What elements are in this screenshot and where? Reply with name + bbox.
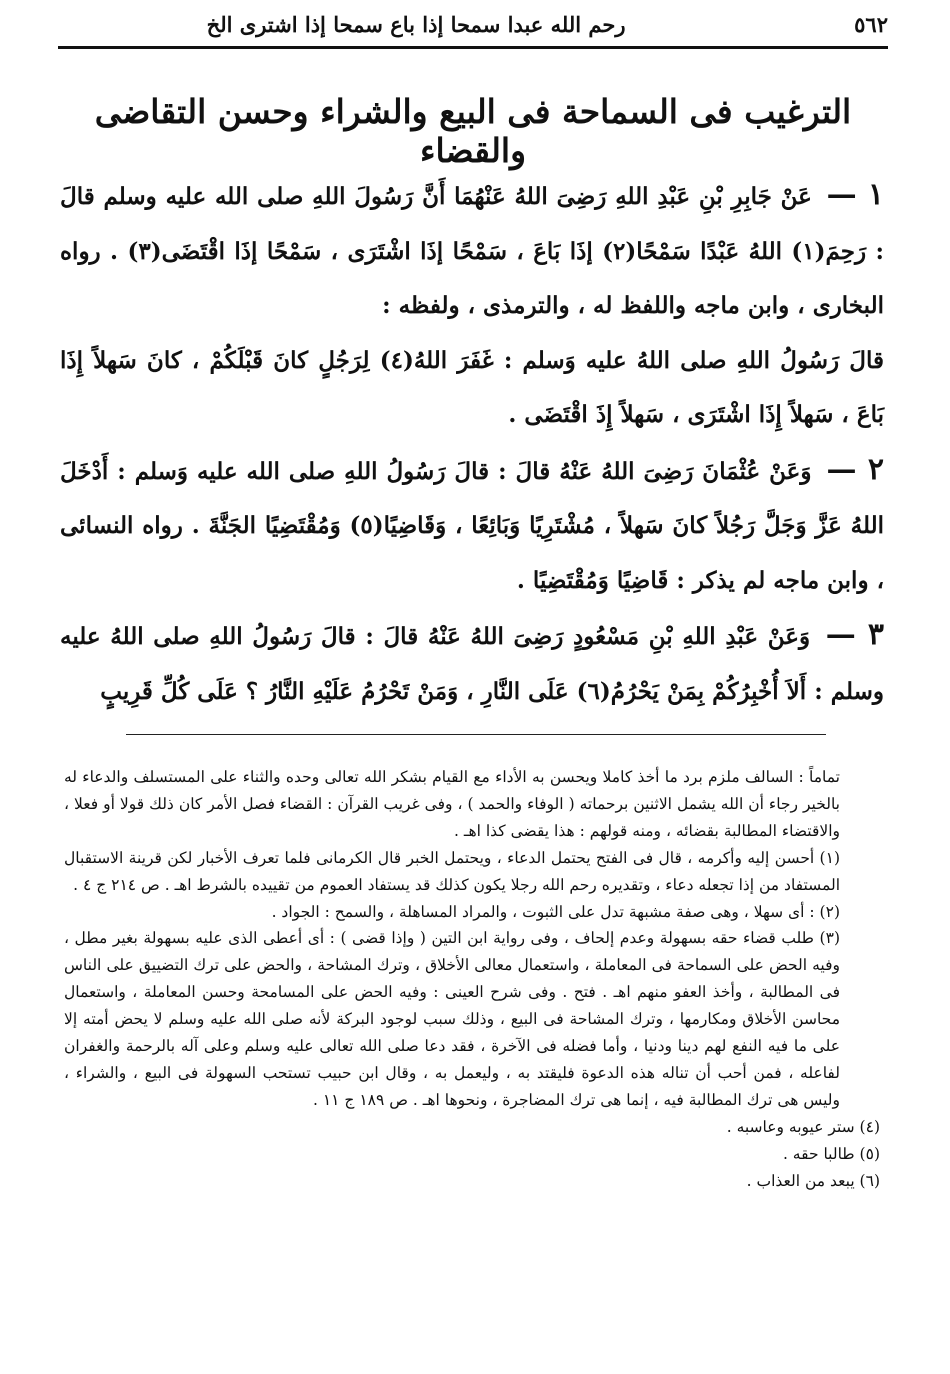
- hadith-text: وَعَنْ عَبْدِ اللهِ بْنِ مَسْعُودٍ رَضِىَ اللهُ عَنْهُ قالَ : قالَ رَسُولُ اللهِ صلى اللهُ عليه وسلم : أَلاَ أُخْبِرُكُمْ بِمَنْ يَحْرُمُ(٦) عَلَى النَّارِ ، وَمَنْ تَحْرُمُ عَلَيْهِ النَّارُ ؟ عَلَى كُلِّ قَرِيبٍ: [60, 623, 884, 705]
- footnote-3: (٣) طلب قضاء حقه بسهولة وعدم إلحاف ، وفى رواية ابن التين ( وإذا قضى ) : أى أعطى الذى عليه بسهولة بغير مطل ، وفيه الحض على السماحة فى المعاملة ، واستعمال معالى الأخلاق ، وترك المشاحة ، والحض على ترك التضييق على الناس فى المطالبة ، وأخذ العفو منهم اهـ . فتح . وفى شرح العينى : وفيه الحض على المسامحة وحسن المعاملة ، واستعمال محاسن الأخلاق ومكارمها ، وترك المشاحة فى البيع ، وذلك سبب لوجود البركة لأنه صلى الله عليه وسلم لا يحض أمته إلا على ما فيه النفع لهم دينا ودنيا ، وأما فضله فى الآخرة ، فقد دعا صلى الله تعالى عليه وسلم وعلى آله بالرحمة والغفران لفاعله ، فمن أحب أن تناله هذه الدعوة فليقتد به ، وليعمل به ، وقال ابن حبيب تستحب السهولة فى البيع ، والشراء ، وليس هى ترك المطالبة فيه ، إنما هى ترك المضاجرة ، ونحوها اهـ . ص ١٨٩ ج ١١ .: [64, 929, 840, 1109]
- hadith-number: ١ —: [826, 177, 884, 212]
- footnotes: [64, 764, 880, 1195]
- footnote-6: (٦) يبعد من العذاب .: [746, 1171, 880, 1190]
- hadith-text: عَنْ جَابِرِ بْنِ عَبْدِ اللهِ رَضِىَ اللهُ عَنْهُمَا أَنَّ رَسُولَ اللهِ صلى الله عليه وسلم قالَ : رَحِمَ(١) اللهُ عَبْدًا سَمْحًا(٢) إذَا بَاعَ ، سَمْحًا إذَا اشْتَرَى ، سَمْحًا إذَا اقْتَضَى(٣) . رواه البخارى ، وابن ماجه واللفظ له ، والترمذى ، ولفظه :: [60, 183, 885, 319]
- hadith-text: وَعَنْ عُثْمَانَ رَضِىَ اللهُ عَنْهُ قالَ : قالَ رَسُولُ اللهِ صلى الله عليه وَسلم : أَدْخَلَ اللهُ عَزَّ وَجَلَّ رَجُلاً كانَ سَهلاً ، مُشْتَرِيًا وَبَائِعًا ، وَقَاضِيًا(٥) وَمُقْتَضِيًا الجَنَّةَ . رواه النسائى ، وابن ماجه لم يذكر : قَاضِيًا وَمُقْتَضِيًا .: [60, 457, 884, 594]
- hadith-body: [60, 168, 884, 719]
- footnote-continuation: تماماً : السالف ملزم برد ما أخذ كاملا ويحسن به الأداء مع القيام بشكر الله تعالى وحده والثناء على المستسلف والدعاء له بالخير رجاء أن الله يشمل الاثنين برحماته ( الوفاء والحمد ) ، وفى غريب القرآن : القضاء فصل الأمر كان ذلك قولا أو فعلا ، والاقتضاء المطالبة بقضائه ، ومنه قولهم : هذا يقضى كذا اهـ .: [64, 768, 840, 840]
- footnote-2: (٢) : أى سهلا ، وهى صفة مشبهة تدل على الثبوت ، والمراد المساهلة ، والسمح : الجواد .: [271, 902, 840, 921]
- running-title: رحم الله عبدا سمحا إذا باع سمحا إذا اشترى الخ: [206, 11, 626, 37]
- hadith-number: ٢ —: [826, 451, 885, 487]
- hadith-paragraph: [60, 168, 884, 334]
- hadith-text: قالَ رَسُولُ اللهِ صلى اللهُ عليه وَسلم : غَفَرَ اللهُ(٤) لِرَجُلٍ كانَ قَبْلَكُمْ ، كانَ سَهلاً إِذَا بَاعَ ، سَهلاً إِذَا اشْتَرَى ، سَهلاً إِذَ اقْتَضَى .: [60, 346, 884, 428]
- footnote-1: (١) أحسن إليه وأكرمه ، قال فى الفتح يحتمل الدعاء ، ويحتمل الخبر قال الكرمانى فلما تعرف الأخبار لكن قرينة الاستقبال المستفاد من إذا تجعله دعاء ، وتقديره رحم الله رجلا يكون كذلك قد يستفاد العموم من تقييده بالشرط اهـ . ص ٢١٤ ج ٤ .: [64, 848, 840, 894]
- footnote-5: (٥) طالبا حقه .: [782, 1144, 880, 1163]
- hadith-paragraph: [60, 334, 884, 443]
- running-header: [58, 6, 888, 42]
- footnote-4: (٤) ستر عيوبه وعاسبه .: [726, 1117, 880, 1136]
- hadith-paragraph: [60, 443, 884, 609]
- footnote-rule: [126, 734, 826, 735]
- hadith-number: ٣ —: [825, 617, 884, 652]
- chapter-title: الترغيب فى السماحة فى البيع والشراء وحسن التقاضى والقضاء: [94, 92, 852, 170]
- header-rule: [58, 46, 888, 49]
- hadith-paragraph: [60, 608, 884, 719]
- page-number: ٥٦٢: [854, 11, 888, 37]
